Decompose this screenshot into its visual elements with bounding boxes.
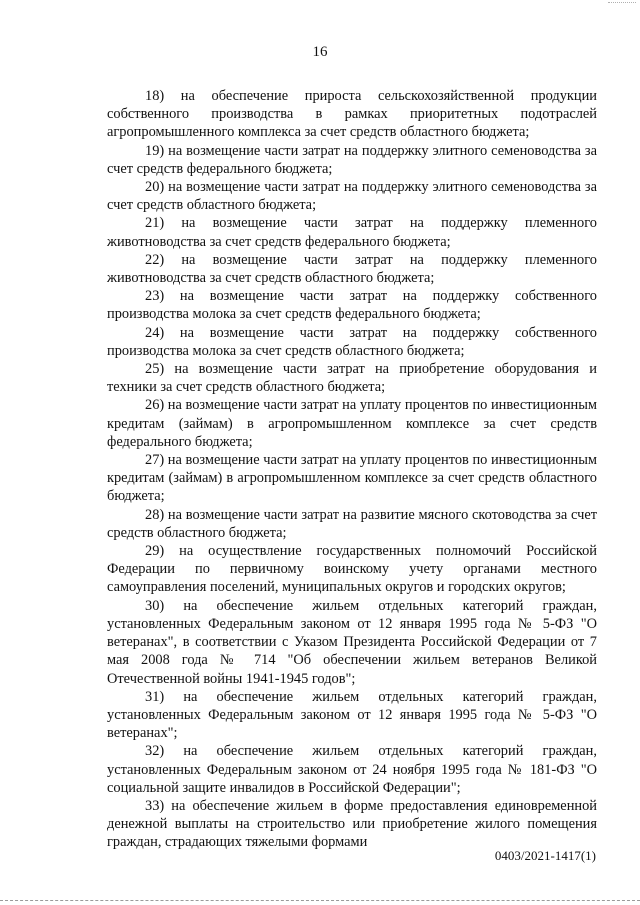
scan-edge-artifact — [0, 900, 640, 903]
list-item: 28) на возмещение части затрат на развитие мясного скотоводства за счет средств областного бюджета; — [107, 506, 597, 541]
list-item: 22) на возмещение части затрат на поддержку племенного животноводства за счет средств областного бюджета; — [107, 251, 597, 287]
document-code: 0403/2021-1417(1) — [494, 848, 596, 863]
list-item: 20) на возмещение части затрат на поддержку элитного семеноводства за счет средств областного бюджета; — [107, 179, 597, 214]
list-item: 23) на возмещение части затрат на поддержку собственного производства молока за счет средств федерального бюджета; — [107, 288, 597, 323]
list-item: 19) на возмещение части затрат на поддержку элитного семеноводства за счет средств федерального бюджета; — [107, 142, 597, 177]
list-item: 30) на обеспечение жильем отдельных категорий граждан, установленных Федеральным законом от 12 января 1995 года № 5-ФЗ "О ветеранах", в соответствии с Указом Президента Российской Федерации от 7 мая 2008 года № 714 "Об обеспечении жильем ветеранов Великой Отечественной войны 1941-1945 годов"; — [107, 597, 597, 687]
document-body — [107, 87, 597, 852]
list-item: 26) на возмещение части затрат на уплату процентов по инвестиционным кредитам (займам) в агропромышленном комплексе за счет средств федерального бюджета; — [107, 397, 597, 450]
scan-artifact — [608, 2, 636, 4]
page-number: 16 — [312, 44, 328, 60]
list-item: 32) на обеспечение жильем отдельных категорий граждан, установленных Федеральным законом от 24 ноября 1995 года № 181-ФЗ "О социальной защите инвалидов в Российской Федерации"; — [107, 743, 597, 796]
list-item: 25) на возмещение части затрат на приобретение оборудования и техники за счет средств областного бюджета; — [107, 361, 597, 396]
list-item: 21) на возмещение части затрат на поддержку племенного животноводства за счет средств федерального бюджета; — [107, 215, 597, 250]
list-item: 31) на обеспечение жильем отдельных категорий граждан, установленных Федеральным законом от 12 января 1995 года № 5-ФЗ "О ветеранах"; — [107, 688, 597, 742]
list-item: 29) на осуществление государственных полномочий Российской Федерации по первичному воинскому учету органами местного самоуправления поселений, муниципальных округов и городских округов; — [107, 543, 597, 596]
list-item: 33) на обеспечение жильем в форме предоставления единовременной денежной выплаты на строительство или приобретение жилого помещения граждан, страдающих тяжелыми формами — [107, 797, 597, 851]
list-item: 27) на возмещение части затрат на уплату процентов по инвестиционным кредитам (займам) в агропромышленном комплексе за счет средств областного бюджета; — [107, 452, 597, 505]
list-item: 18) на обеспечение прироста сельскохозяйственной продукции собственного производства в рамках приоритетных подотраслей агропромышленного комплекса за счет средств областного бюджета; — [107, 88, 597, 141]
list-item: 24) на возмещение части затрат на поддержку собственного производства молока за счет средств областного бюджета; — [107, 324, 597, 359]
